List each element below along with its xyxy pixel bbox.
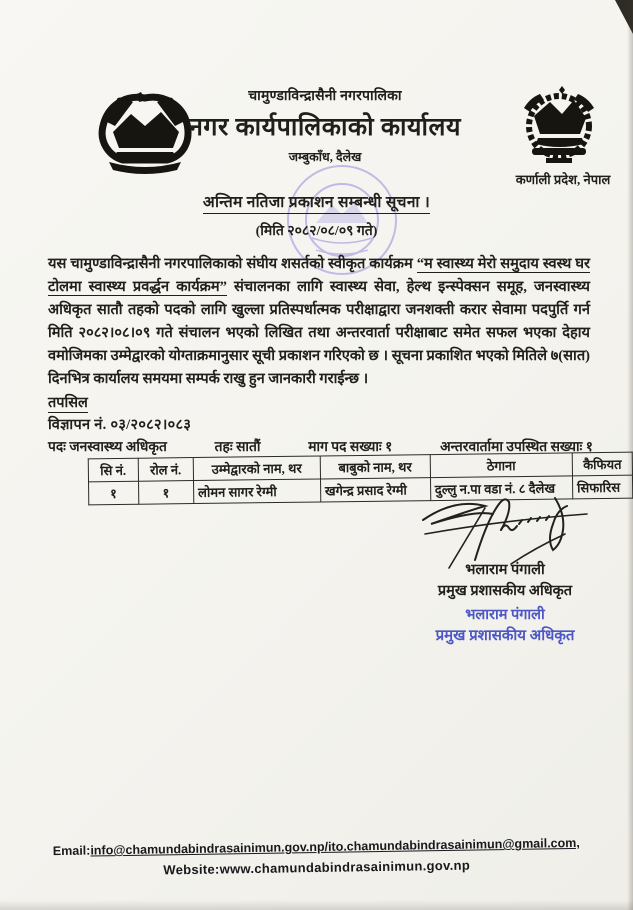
website-line	[0, 855, 633, 880]
stamp-signatory-name: भलाराम पंगाली	[465, 607, 545, 623]
office-address: जम्बुकाँध, दैलेख	[288, 150, 362, 164]
cell-father-name: खगेन्द्र प्रसाद रेग्मी	[320, 478, 430, 502]
municipality-name: चामुण्डाविन्द्रासैनी नगरपालिका	[248, 89, 402, 104]
col-roll-no: रोल नं.	[138, 458, 194, 482]
demand-count-label: माग पद सख्याः १	[308, 439, 393, 454]
email-address-link: info@chamundabindrasainimun.gov.np/ito.chamundabindrasainimun@gmail.com,	[90, 835, 580, 858]
cell-roll-no: १	[138, 481, 194, 505]
col-serial-no: सि नं.	[88, 458, 138, 482]
notice-title-block	[0, 190, 633, 240]
tapasil-heading: तपसिल	[48, 392, 88, 413]
website-label: Website:	[163, 861, 220, 878]
cell-remarks: सिफारिस	[572, 475, 632, 499]
letterhead	[160, 86, 490, 165]
scan-bottom-shadow	[0, 900, 633, 910]
province-label: कर्णाली प्रदेश, नेपाल	[515, 172, 611, 187]
col-remarks: कैफियत	[572, 452, 632, 476]
footer-contact	[0, 835, 633, 880]
level-label: तहः सातौं	[214, 439, 261, 454]
body-text-after-quote: संचालनका लागि स्वास्थ्य सेवा, हेल्थ इन्स्पेक्सन समूह, जनस्वास्थ्य अधिकृत सातौ तहको पदको लागि खुल्ला प्रतिस्पर्धात्मक परीक्षाद्वारा जनशक्ती करार सेवामा पदपुर्ति गर्न मिति २०८२।०८।०९ गते संचालन भएको लिखित तथा अन्तरवार्ता परीक्षाबाट समेत सफल भएका देहाय वमोजिमका उम्मेद्वारको योग्ताक्रमानुसार सूची प्रकाशन गरिएको छ । सूचना प्रकाशित भएको मितिले ७(सात) दिनभित्र कार्यालय समयमा सम्पर्क राखु हुन जानकारी गराईन्छ ।	[48, 279, 590, 387]
stamp-signatory-title: प्रमुख प्रशासकीय अधिकृत	[435, 628, 575, 644]
signatory-block	[400, 560, 610, 647]
advertisement-number: विज्ञापन नं. ०३/२०८२।०८३	[48, 417, 192, 433]
signatory-name: भलाराम पंगाली	[465, 562, 545, 578]
cell-candidate-name: लोमन सागर रेग्मी	[193, 479, 320, 504]
notice-title: अन्तिम नतिजा प्रकाशन सम्बन्धी सूचना ।	[203, 190, 430, 214]
cell-address: दुल्लु न.पा वडा नं. ८ दैलेख	[430, 476, 572, 501]
cell-serial-no: १	[89, 481, 139, 505]
office-name: नगर कार्यपालिकाको कार्यालय	[189, 114, 461, 141]
notice-date: (मिति २०८२/०८/०९ गते)	[255, 224, 378, 239]
program-name-underlined: “म स्वास्थ्य मेरो समुदाय स्वस्थ घर टोलमा स्वास्थ्य प्रवर्द्धन कार्यक्रम”	[48, 256, 590, 295]
col-father-name: बाबुको नाम, थर	[320, 455, 430, 479]
post-label: पदः जनस्वास्थ्य अधिकृत	[48, 439, 167, 454]
email-line	[0, 835, 633, 859]
email-label: Email:	[52, 843, 91, 859]
interview-count-label: अन्तरवार्तामा उपस्थित सख्याः १	[440, 439, 593, 454]
signatory-stamp-text	[400, 605, 610, 647]
body-text-before-quote: यस चामुण्डाविन्द्रासैनी नगरपालिकाको संघीय शसर्तको स्वीकृत कार्यक्रम	[48, 256, 417, 272]
province-seal-icon	[516, 86, 602, 175]
website-address: www.chamundabindrasainimun.gov.np	[219, 857, 471, 877]
notice-body-paragraph	[48, 253, 590, 391]
col-candidate-name: उम्मेद्वारको नाम, थर	[193, 456, 320, 481]
col-address: ठेगाना	[430, 453, 572, 478]
signatory-title: प्रमुख प्रशासकीय अधिकृत	[437, 583, 573, 599]
